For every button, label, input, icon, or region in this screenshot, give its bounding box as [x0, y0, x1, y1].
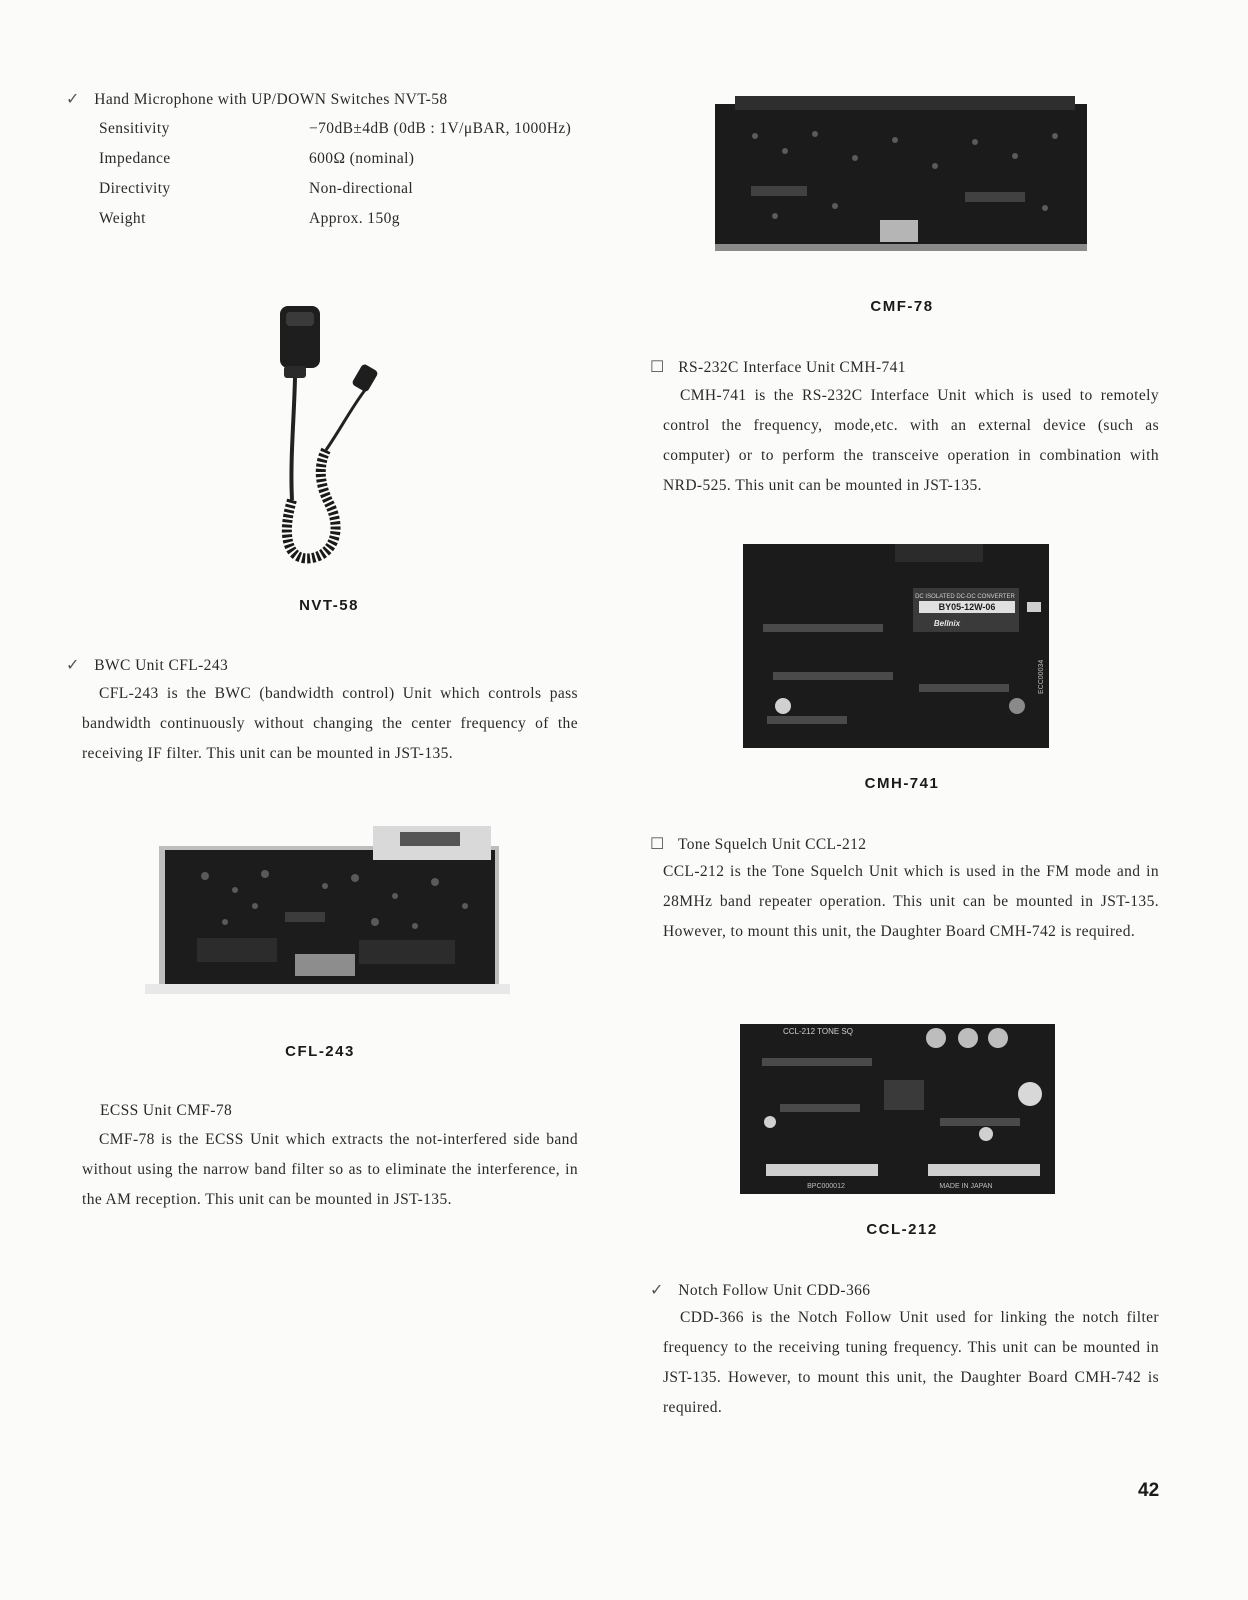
cmh741-heading-row: [650, 357, 906, 377]
cmf78-caption: CMF-78: [870, 298, 934, 315]
spec-label: Directivity: [99, 180, 171, 197]
cdd366-heading-row: [650, 1280, 870, 1300]
cmh741-module-top-label: DC ISOLATED DC-DC CONVERTER: [915, 594, 1015, 600]
cmf78-body: CMF-78 is the ECSS Unit which extracts the not-interfered side band without using the narrow band filter so as to eliminate the interference, in the AM reception. This unit can be mounted in JST-135.: [82, 1131, 578, 1208]
spec-row: [99, 174, 619, 204]
cmh741-heading: RS-232C Interface Unit CMH-741: [678, 359, 906, 376]
nvt58-microphone-photo: [250, 300, 410, 570]
ccl212-silk-top-label: CCL-212 TONE SQ: [783, 1027, 853, 1036]
checkbox-icon: ☐: [650, 359, 665, 376]
checkbox-icon: ☐: [650, 836, 665, 853]
nvt58-heading: Hand Microphone with UP/DOWN Switches NVT-58: [94, 91, 448, 108]
spec-row: [99, 144, 619, 174]
cmh741-board-photo: [743, 544, 1049, 748]
spec-label: Weight: [99, 210, 146, 227]
spec-value: Non-directional: [309, 180, 414, 197]
spec-row: [99, 204, 619, 234]
cfl243-caption: CFL-243: [285, 1043, 355, 1060]
spec-row: [99, 114, 619, 144]
cmf78-board-photo: [715, 96, 1087, 251]
cmh741-serial-label: ECC00034: [1038, 659, 1045, 694]
ccl212-caption: CCL-212: [866, 1221, 938, 1238]
spec-value: Approx. 150g: [309, 210, 400, 227]
cmh741-module-model-label: BY05-12W-06: [938, 602, 996, 612]
cfl243-board-photo: [145, 826, 510, 994]
ccl212-heading: Tone Squelch Unit CCL-212: [678, 836, 867, 853]
spec-label: Sensitivity: [99, 120, 170, 137]
cfl243-heading: BWC Unit CFL-243: [94, 657, 229, 674]
ccl212-board-photo: [740, 1018, 1055, 1194]
spec-value: 600Ω (nominal): [309, 150, 415, 167]
cdd366-body: CDD-366 is the Notch Follow Unit used for linking the notch filter frequency to the receiving tuning frequency. This unit can be mounted in JST-135. However, to mount this unit, the Daughter Board CMH-742 is required.: [663, 1309, 1159, 1416]
nvt58-heading-row: [66, 89, 448, 109]
ccl212-heading-row: [650, 834, 866, 854]
ccl212-serial-label: BPC000012: [807, 1183, 845, 1190]
cmh741-module-brand-label: Bellnix: [933, 619, 961, 628]
nvt58-spec-table: [99, 114, 619, 234]
ccl212-made-in-label: MADE IN JAPAN: [939, 1183, 993, 1190]
ccl212-body: CCL-212 is the Tone Squelch Unit which is used in the FM mode and in 28MHz band repeater operation. This unit can be mounted in JST-135. However, to mount this unit, the Daughter Board CMH-742 is required.: [663, 863, 1159, 940]
nvt58-caption: NVT-58: [299, 597, 359, 614]
page-number: 42: [1138, 1480, 1160, 1501]
checkmark-icon: ✓: [66, 657, 80, 674]
cfl243-body: CFL-243 is the BWC (bandwidth control) Unit which controls pass bandwidth continuously without changing the center frequency of the receiving IF filter. This unit can be mounted in JST-135.: [82, 685, 578, 762]
cfl243-heading-row: [66, 655, 228, 675]
cmh741-body: CMH-741 is the RS-232C Interface Unit which is used to remotely control the frequency, mode,etc. with an external device (such as computer) or to perform the transceive operation in combination with NRD-525. This unit can be mounted in JST-135.: [663, 387, 1159, 494]
cmh741-caption: CMH-741: [864, 775, 940, 792]
checkmark-icon: ✓: [66, 91, 80, 108]
cmf78-heading: ECSS Unit CMF-78: [100, 1102, 233, 1119]
spec-value: −70dB±4dB (0dB : 1V/μBAR, 1000Hz): [309, 120, 572, 137]
spec-label: Impedance: [99, 150, 171, 167]
cdd366-heading: Notch Follow Unit CDD-366: [678, 1282, 871, 1299]
checkmark-icon: ✓: [650, 1282, 664, 1299]
